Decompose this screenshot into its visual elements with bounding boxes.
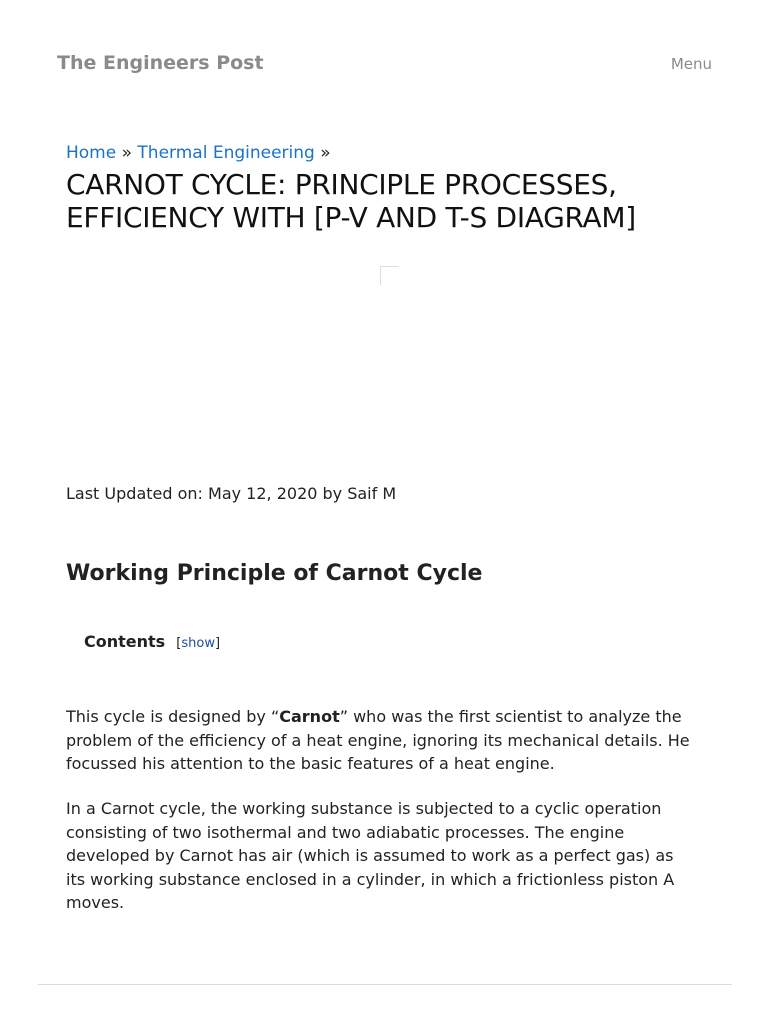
breadcrumb-category-link[interactable]: Thermal Engineering bbox=[137, 143, 315, 163]
breadcrumb-separator: » bbox=[320, 143, 331, 163]
divider bbox=[38, 984, 732, 985]
section-heading: Working Principle of Carnot Cycle bbox=[66, 561, 483, 586]
breadcrumb bbox=[66, 140, 696, 166]
site-header bbox=[0, 0, 768, 128]
paragraph-text: ” who was the first scientist to analyze the problem of the efficiency of a heat engine, ignoring its mechanical details. He focussed his attention to the basic features of a heat engine. bbox=[66, 707, 690, 773]
article-paragraph: In a Carnot cycle, the working substance is subjected to a cyclic operation consisting of two isothermal and two adiabatic processes. The engine developed by Carnot has air (which is assumed to work as a perfect gas) as its working substance enclosed in a cylinder, in which a frictionless piston A moves. bbox=[66, 799, 675, 912]
toc-bracket-close: ] bbox=[214, 636, 221, 651]
menu-button[interactable]: Menu bbox=[670, 55, 712, 73]
paragraph-text: This cycle is designed by “ bbox=[66, 707, 280, 726]
breadcrumb-separator: » bbox=[121, 143, 133, 163]
article-header bbox=[66, 140, 696, 234]
page-title: CARNOT CYCLE: PRINCIPLE PROCESSES, EFFICIENCY WITH [P-V AND T-S DIAGRAM] bbox=[66, 168, 636, 234]
article-meta: Last Updated on: May 12, 2020 by Saif M bbox=[66, 484, 397, 503]
toc-bracket-open: [ bbox=[176, 636, 182, 651]
breadcrumb-home-link[interactable]: Home bbox=[66, 143, 117, 163]
toc-show-link[interactable]: show bbox=[181, 636, 215, 651]
article-paragraph bbox=[66, 705, 696, 776]
site-title-link[interactable]: The Engineers Post bbox=[57, 52, 264, 74]
toc-toggle bbox=[176, 636, 220, 651]
ad-placeholder bbox=[380, 266, 399, 285]
table-of-contents bbox=[84, 632, 220, 651]
toc-title: Contents bbox=[84, 632, 166, 651]
paragraph-bold-text: Carnot bbox=[279, 707, 340, 726]
